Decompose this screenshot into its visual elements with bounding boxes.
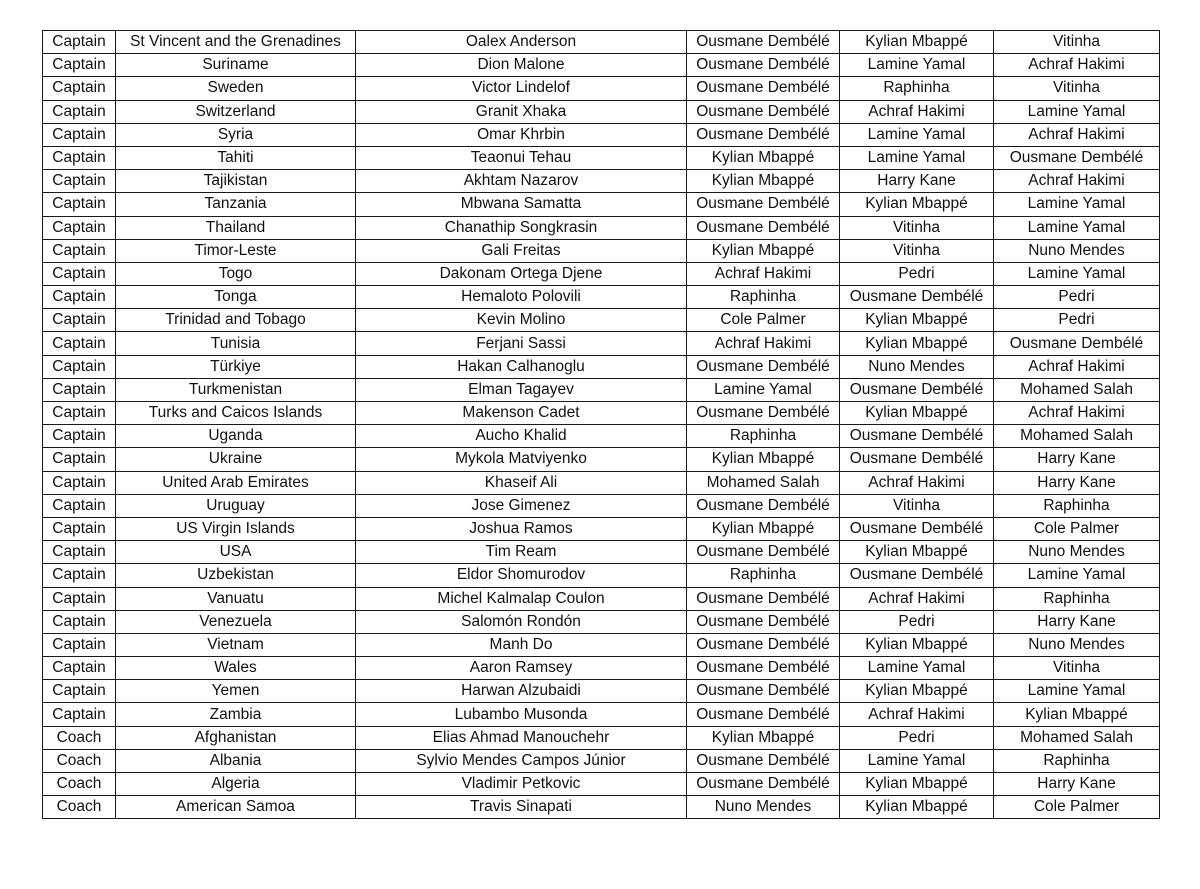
second-pick-cell: Ousmane Dembélé [840, 517, 994, 540]
third-pick-cell: Pedri [994, 309, 1160, 332]
table-row [43, 749, 1160, 772]
table-row [43, 378, 1160, 401]
third-pick-cell: Ousmane Dembélé [994, 146, 1160, 169]
second-pick-cell: Lamine Yamal [840, 54, 994, 77]
second-pick-cell: Pedri [840, 610, 994, 633]
table-row [43, 402, 1160, 425]
country-cell: Tanzania [116, 193, 356, 216]
first-pick-cell: Ousmane Dembélé [687, 54, 840, 77]
first-pick-cell: Ousmane Dembélé [687, 100, 840, 123]
voter-cell: Aucho Khalid [356, 425, 687, 448]
vote-table [42, 30, 1160, 819]
third-pick-cell: Cole Palmer [994, 517, 1160, 540]
second-pick-cell: Ousmane Dembélé [840, 564, 994, 587]
country-cell: Tunisia [116, 332, 356, 355]
first-pick-cell: Ousmane Dembélé [687, 193, 840, 216]
voter-cell: Akhtam Nazarov [356, 170, 687, 193]
table-row [43, 286, 1160, 309]
table-row [43, 680, 1160, 703]
role-cell: Captain [43, 170, 116, 193]
third-pick-cell: Mohamed Salah [994, 378, 1160, 401]
country-cell: Togo [116, 262, 356, 285]
third-pick-cell: Harry Kane [994, 471, 1160, 494]
role-cell: Captain [43, 633, 116, 656]
country-cell: USA [116, 541, 356, 564]
second-pick-cell: Nuno Mendes [840, 355, 994, 378]
country-cell: Tahiti [116, 146, 356, 169]
first-pick-cell: Nuno Mendes [687, 796, 840, 819]
role-cell: Captain [43, 54, 116, 77]
second-pick-cell: Kylian Mbappé [840, 402, 994, 425]
table-row [43, 610, 1160, 633]
third-pick-cell: Raphinha [994, 587, 1160, 610]
role-cell: Captain [43, 703, 116, 726]
voter-cell: Joshua Ramos [356, 517, 687, 540]
voter-cell: Salomón Rondón [356, 610, 687, 633]
second-pick-cell: Lamine Yamal [840, 146, 994, 169]
voter-cell: Elman Tagayev [356, 378, 687, 401]
third-pick-cell: Harry Kane [994, 448, 1160, 471]
second-pick-cell: Achraf Hakimi [840, 100, 994, 123]
country-cell: Syria [116, 123, 356, 146]
first-pick-cell: Ousmane Dembélé [687, 587, 840, 610]
second-pick-cell: Ousmane Dembélé [840, 378, 994, 401]
second-pick-cell: Kylian Mbappé [840, 680, 994, 703]
table-row [43, 471, 1160, 494]
first-pick-cell: Achraf Hakimi [687, 332, 840, 355]
third-pick-cell: Cole Palmer [994, 796, 1160, 819]
country-cell: Tonga [116, 286, 356, 309]
country-cell: Algeria [116, 773, 356, 796]
role-cell: Captain [43, 286, 116, 309]
third-pick-cell: Achraf Hakimi [994, 123, 1160, 146]
second-pick-cell: Kylian Mbappé [840, 193, 994, 216]
voter-cell: Tim Ream [356, 541, 687, 564]
voter-cell: Gali Freitas [356, 239, 687, 262]
second-pick-cell: Achraf Hakimi [840, 703, 994, 726]
first-pick-cell: Kylian Mbappé [687, 448, 840, 471]
country-cell: Sweden [116, 77, 356, 100]
vote-table-body [43, 31, 1160, 819]
second-pick-cell: Vitinha [840, 494, 994, 517]
second-pick-cell: Vitinha [840, 216, 994, 239]
first-pick-cell: Ousmane Dembélé [687, 610, 840, 633]
first-pick-cell: Ousmane Dembélé [687, 494, 840, 517]
country-cell: Zambia [116, 703, 356, 726]
first-pick-cell: Ousmane Dembélé [687, 541, 840, 564]
first-pick-cell: Cole Palmer [687, 309, 840, 332]
third-pick-cell: Achraf Hakimi [994, 170, 1160, 193]
voter-cell: Aaron Ramsey [356, 657, 687, 680]
role-cell: Captain [43, 123, 116, 146]
second-pick-cell: Lamine Yamal [840, 657, 994, 680]
country-cell: Vietnam [116, 633, 356, 656]
role-cell: Captain [43, 425, 116, 448]
table-row [43, 703, 1160, 726]
voter-cell: Jose Gimenez [356, 494, 687, 517]
third-pick-cell: Lamine Yamal [994, 193, 1160, 216]
first-pick-cell: Lamine Yamal [687, 378, 840, 401]
voter-cell: Victor Lindelof [356, 77, 687, 100]
second-pick-cell: Harry Kane [840, 170, 994, 193]
voter-cell: Dakonam Ortega Djene [356, 262, 687, 285]
table-row [43, 146, 1160, 169]
second-pick-cell: Kylian Mbappé [840, 541, 994, 564]
third-pick-cell: Harry Kane [994, 610, 1160, 633]
third-pick-cell: Pedri [994, 286, 1160, 309]
first-pick-cell: Ousmane Dembélé [687, 402, 840, 425]
country-cell: American Samoa [116, 796, 356, 819]
table-row [43, 100, 1160, 123]
role-cell: Captain [43, 146, 116, 169]
first-pick-cell: Ousmane Dembélé [687, 749, 840, 772]
third-pick-cell: Lamine Yamal [994, 216, 1160, 239]
country-cell: Wales [116, 657, 356, 680]
first-pick-cell: Ousmane Dembélé [687, 773, 840, 796]
country-cell: St Vincent and the Grenadines [116, 31, 356, 54]
table-row [43, 239, 1160, 262]
role-cell: Captain [43, 587, 116, 610]
voter-cell: Lubambo Musonda [356, 703, 687, 726]
table-row [43, 796, 1160, 819]
country-cell: Uzbekistan [116, 564, 356, 587]
voter-cell: Makenson Cadet [356, 402, 687, 425]
second-pick-cell: Kylian Mbappé [840, 332, 994, 355]
second-pick-cell: Pedri [840, 262, 994, 285]
first-pick-cell: Ousmane Dembélé [687, 680, 840, 703]
voter-cell: Teaonui Tehau [356, 146, 687, 169]
table-row [43, 77, 1160, 100]
third-pick-cell: Achraf Hakimi [994, 402, 1160, 425]
second-pick-cell: Kylian Mbappé [840, 633, 994, 656]
second-pick-cell: Ousmane Dembélé [840, 448, 994, 471]
role-cell: Captain [43, 402, 116, 425]
country-cell: Venezuela [116, 610, 356, 633]
table-row [43, 541, 1160, 564]
second-pick-cell: Lamine Yamal [840, 123, 994, 146]
country-cell: Turkmenistan [116, 378, 356, 401]
second-pick-cell: Ousmane Dembélé [840, 425, 994, 448]
table-row [43, 170, 1160, 193]
role-cell: Captain [43, 680, 116, 703]
table-row [43, 216, 1160, 239]
country-cell: Trinidad and Tobago [116, 309, 356, 332]
second-pick-cell: Kylian Mbappé [840, 773, 994, 796]
table-row [43, 726, 1160, 749]
table-row [43, 332, 1160, 355]
third-pick-cell: Lamine Yamal [994, 680, 1160, 703]
second-pick-cell: Pedri [840, 726, 994, 749]
first-pick-cell: Ousmane Dembélé [687, 657, 840, 680]
role-cell: Coach [43, 726, 116, 749]
second-pick-cell: Achraf Hakimi [840, 587, 994, 610]
role-cell: Captain [43, 355, 116, 378]
role-cell: Captain [43, 541, 116, 564]
table-row [43, 309, 1160, 332]
role-cell: Captain [43, 193, 116, 216]
role-cell: Captain [43, 657, 116, 680]
role-cell: Captain [43, 332, 116, 355]
voter-cell: Dion Malone [356, 54, 687, 77]
table-row [43, 773, 1160, 796]
role-cell: Coach [43, 749, 116, 772]
voter-cell: Mykola Matviyenko [356, 448, 687, 471]
second-pick-cell: Kylian Mbappé [840, 31, 994, 54]
first-pick-cell: Kylian Mbappé [687, 726, 840, 749]
role-cell: Captain [43, 239, 116, 262]
third-pick-cell: Vitinha [994, 77, 1160, 100]
voter-cell: Granit Xhaka [356, 100, 687, 123]
table-row [43, 517, 1160, 540]
first-pick-cell: Ousmane Dembélé [687, 355, 840, 378]
table-row [43, 355, 1160, 378]
third-pick-cell: Ousmane Dembélé [994, 332, 1160, 355]
voter-cell: Sylvio Mendes Campos Júnior [356, 749, 687, 772]
voter-cell: Manh Do [356, 633, 687, 656]
table-row [43, 262, 1160, 285]
country-cell: Ukraine [116, 448, 356, 471]
country-cell: Yemen [116, 680, 356, 703]
third-pick-cell: Lamine Yamal [994, 262, 1160, 285]
second-pick-cell: Lamine Yamal [840, 749, 994, 772]
role-cell: Captain [43, 100, 116, 123]
role-cell: Coach [43, 773, 116, 796]
table-row [43, 448, 1160, 471]
voter-cell: Eldor Shomurodov [356, 564, 687, 587]
first-pick-cell: Ousmane Dembélé [687, 703, 840, 726]
voter-cell: Oalex Anderson [356, 31, 687, 54]
first-pick-cell: Achraf Hakimi [687, 262, 840, 285]
first-pick-cell: Ousmane Dembélé [687, 31, 840, 54]
first-pick-cell: Kylian Mbappé [687, 239, 840, 262]
third-pick-cell: Mohamed Salah [994, 425, 1160, 448]
role-cell: Captain [43, 564, 116, 587]
role-cell: Captain [43, 262, 116, 285]
country-cell: Uganda [116, 425, 356, 448]
table-row [43, 54, 1160, 77]
country-cell: Switzerland [116, 100, 356, 123]
third-pick-cell: Harry Kane [994, 773, 1160, 796]
role-cell: Captain [43, 610, 116, 633]
table-row [43, 425, 1160, 448]
voter-cell: Khaseif Ali [356, 471, 687, 494]
table-row [43, 633, 1160, 656]
second-pick-cell: Achraf Hakimi [840, 471, 994, 494]
first-pick-cell: Raphinha [687, 564, 840, 587]
country-cell: Uruguay [116, 494, 356, 517]
voter-cell: Ferjani Sassi [356, 332, 687, 355]
third-pick-cell: Lamine Yamal [994, 564, 1160, 587]
first-pick-cell: Ousmane Dembélé [687, 216, 840, 239]
first-pick-cell: Kylian Mbappé [687, 146, 840, 169]
role-cell: Captain [43, 448, 116, 471]
third-pick-cell: Nuno Mendes [994, 239, 1160, 262]
role-cell: Captain [43, 216, 116, 239]
voter-cell: Chanathip Songkrasin [356, 216, 687, 239]
country-cell: US Virgin Islands [116, 517, 356, 540]
voter-cell: Harwan Alzubaidi [356, 680, 687, 703]
first-pick-cell: Kylian Mbappé [687, 170, 840, 193]
table-row [43, 123, 1160, 146]
country-cell: Vanuatu [116, 587, 356, 610]
first-pick-cell: Ousmane Dembélé [687, 123, 840, 146]
third-pick-cell: Nuno Mendes [994, 541, 1160, 564]
role-cell: Captain [43, 471, 116, 494]
third-pick-cell: Achraf Hakimi [994, 54, 1160, 77]
voter-cell: Hakan Calhanoglu [356, 355, 687, 378]
third-pick-cell: Achraf Hakimi [994, 355, 1160, 378]
first-pick-cell: Kylian Mbappé [687, 517, 840, 540]
table-row [43, 657, 1160, 680]
third-pick-cell: Lamine Yamal [994, 100, 1160, 123]
voter-cell: Kevin Molino [356, 309, 687, 332]
voter-cell: Travis Sinapati [356, 796, 687, 819]
voter-cell: Hemaloto Polovili [356, 286, 687, 309]
table-row [43, 564, 1160, 587]
country-cell: Afghanistan [116, 726, 356, 749]
second-pick-cell: Vitinha [840, 239, 994, 262]
voter-cell: Michel Kalmalap Coulon [356, 587, 687, 610]
country-cell: United Arab Emirates [116, 471, 356, 494]
third-pick-cell: Nuno Mendes [994, 633, 1160, 656]
voter-cell: Elias Ahmad Manouchehr [356, 726, 687, 749]
second-pick-cell: Kylian Mbappé [840, 309, 994, 332]
first-pick-cell: Mohamed Salah [687, 471, 840, 494]
role-cell: Captain [43, 77, 116, 100]
first-pick-cell: Ousmane Dembélé [687, 77, 840, 100]
role-cell: Coach [43, 796, 116, 819]
third-pick-cell: Kylian Mbappé [994, 703, 1160, 726]
voter-cell: Omar Khrbin [356, 123, 687, 146]
third-pick-cell: Vitinha [994, 657, 1160, 680]
role-cell: Captain [43, 309, 116, 332]
third-pick-cell: Raphinha [994, 494, 1160, 517]
second-pick-cell: Ousmane Dembélé [840, 286, 994, 309]
role-cell: Captain [43, 517, 116, 540]
country-cell: Türkiye [116, 355, 356, 378]
table-row [43, 193, 1160, 216]
table-row [43, 587, 1160, 610]
table-row [43, 31, 1160, 54]
country-cell: Thailand [116, 216, 356, 239]
country-cell: Turks and Caicos Islands [116, 402, 356, 425]
country-cell: Albania [116, 749, 356, 772]
country-cell: Tajikistan [116, 170, 356, 193]
role-cell: Captain [43, 378, 116, 401]
voter-cell: Mbwana Samatta [356, 193, 687, 216]
third-pick-cell: Mohamed Salah [994, 726, 1160, 749]
country-cell: Suriname [116, 54, 356, 77]
second-pick-cell: Raphinha [840, 77, 994, 100]
third-pick-cell: Raphinha [994, 749, 1160, 772]
role-cell: Captain [43, 31, 116, 54]
voter-cell: Vladimir Petkovic [356, 773, 687, 796]
country-cell: Timor-Leste [116, 239, 356, 262]
first-pick-cell: Ousmane Dembélé [687, 633, 840, 656]
first-pick-cell: Raphinha [687, 425, 840, 448]
second-pick-cell: Kylian Mbappé [840, 796, 994, 819]
first-pick-cell: Raphinha [687, 286, 840, 309]
third-pick-cell: Vitinha [994, 31, 1160, 54]
table-row [43, 494, 1160, 517]
role-cell: Captain [43, 494, 116, 517]
